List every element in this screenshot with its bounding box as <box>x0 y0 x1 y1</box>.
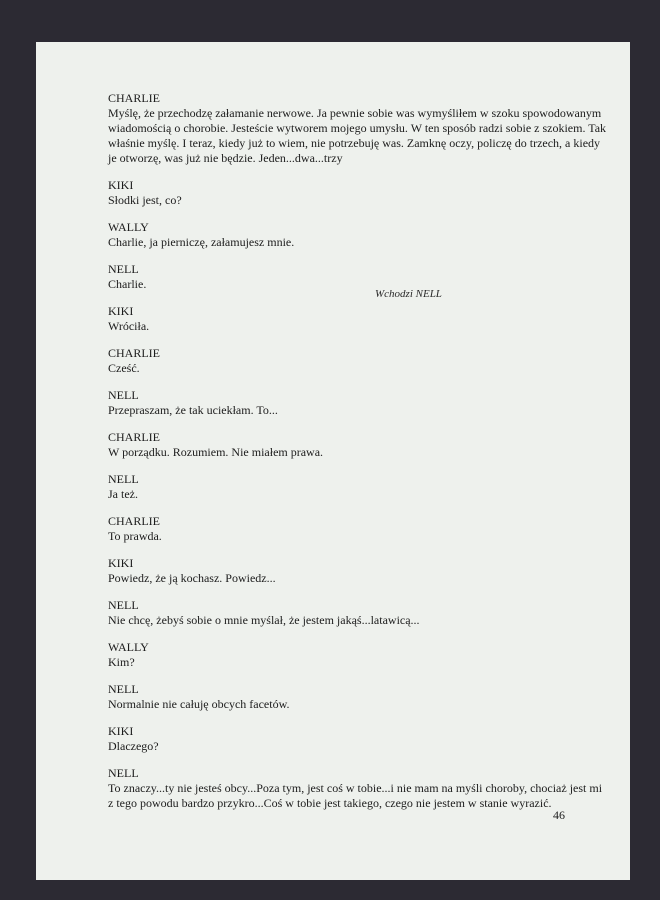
dialogue-block <box>108 556 608 586</box>
dialogue-line: Nie chcę, żebyś sobie o mnie myślał, że jestem jakąś...latawicą... <box>108 613 420 627</box>
dialogue-block <box>108 262 608 292</box>
speaker-name: CHARLIE <box>108 91 160 105</box>
dialogue-block <box>108 91 608 166</box>
dialogue-block <box>108 472 608 502</box>
dialogue-block <box>108 388 608 418</box>
dialogue-block <box>108 640 608 670</box>
speaker-name: CHARLIE <box>108 514 160 528</box>
dialogue-line: Wróciła. <box>108 319 150 333</box>
speaker-name: NELL <box>108 262 139 276</box>
stage-direction: Wchodzi NELL <box>375 288 442 300</box>
dialogue-block <box>108 304 608 334</box>
speaker-name: NELL <box>108 598 139 612</box>
speaker-name: KIKI <box>108 304 134 318</box>
dialogue-line: Słodki jest, co? <box>108 193 182 207</box>
dialogue-block <box>108 430 608 460</box>
speaker-name: WALLY <box>108 220 149 234</box>
dialogue-block <box>108 514 608 544</box>
speaker-name: KIKI <box>108 178 134 192</box>
dialogue-block <box>108 766 608 811</box>
dialogue-line: Dlaczego? <box>108 739 159 753</box>
dialogue-line: Cześć. <box>108 361 140 375</box>
dialogue-line: Myślę, że przechodzę załamanie nerwowe. Ja pewnie sobie was wymyśliłem w szoku spowodowanym wiadomością o chorobie. Jesteście wytworem mojego umysłu. W ten sposób radzi sobie z szokiem. Tak właśnie myślę. I teraz, kiedy już to wiem, nie potrzebuję was. Zamknę oczy, policzę do trzech, a kiedy je otworzę, was już nie będzie. Jeden...dwa...trzy <box>108 106 607 165</box>
dialogue-line: Charlie, ja pierniczę, załamujesz mnie. <box>108 235 295 249</box>
script-page <box>36 42 630 880</box>
speaker-name: KIKI <box>108 556 134 570</box>
dialogue-line: To prawda. <box>108 529 162 543</box>
speaker-name: KIKI <box>108 724 134 738</box>
dialogue-line: Ja też. <box>108 487 138 501</box>
dialogue-column <box>108 91 608 823</box>
dialogue-block <box>108 220 608 250</box>
speaker-name: CHARLIE <box>108 430 160 444</box>
dialogue-line: Charlie. <box>108 277 147 291</box>
dialogue-line: Kim? <box>108 655 135 669</box>
dialogue-line: W porządku. Rozumiem. Nie miałem prawa. <box>108 445 324 459</box>
speaker-name: NELL <box>108 682 139 696</box>
dialogue-line: Normalnie nie całuję obcych facetów. <box>108 697 290 711</box>
dialogue-block <box>108 178 608 208</box>
page-number: 46 <box>553 808 565 822</box>
dialogue-line: Powiedz, że ją kochasz. Powiedz... <box>108 571 276 585</box>
speaker-name: NELL <box>108 388 139 402</box>
dialogue-line: Przepraszam, że tak uciekłam. To... <box>108 403 278 417</box>
dialogue-block <box>108 346 608 376</box>
dialogue-block <box>108 682 608 712</box>
speaker-name: WALLY <box>108 640 149 654</box>
dialogue-block <box>108 724 608 754</box>
dialogue-line: To znaczy...ty nie jesteś obcy...Poza tym, jest coś w tobie...i nie mam na myśli choroby, chociaż jest mi z tego powodu bardzo przykro...Coś w tobie jest takiego, czego nie jestem w stanie wyrazić. <box>108 781 603 810</box>
speaker-name: NELL <box>108 766 139 780</box>
dialogue-block <box>108 598 608 628</box>
speaker-name: NELL <box>108 472 139 486</box>
speaker-name: CHARLIE <box>108 346 160 360</box>
